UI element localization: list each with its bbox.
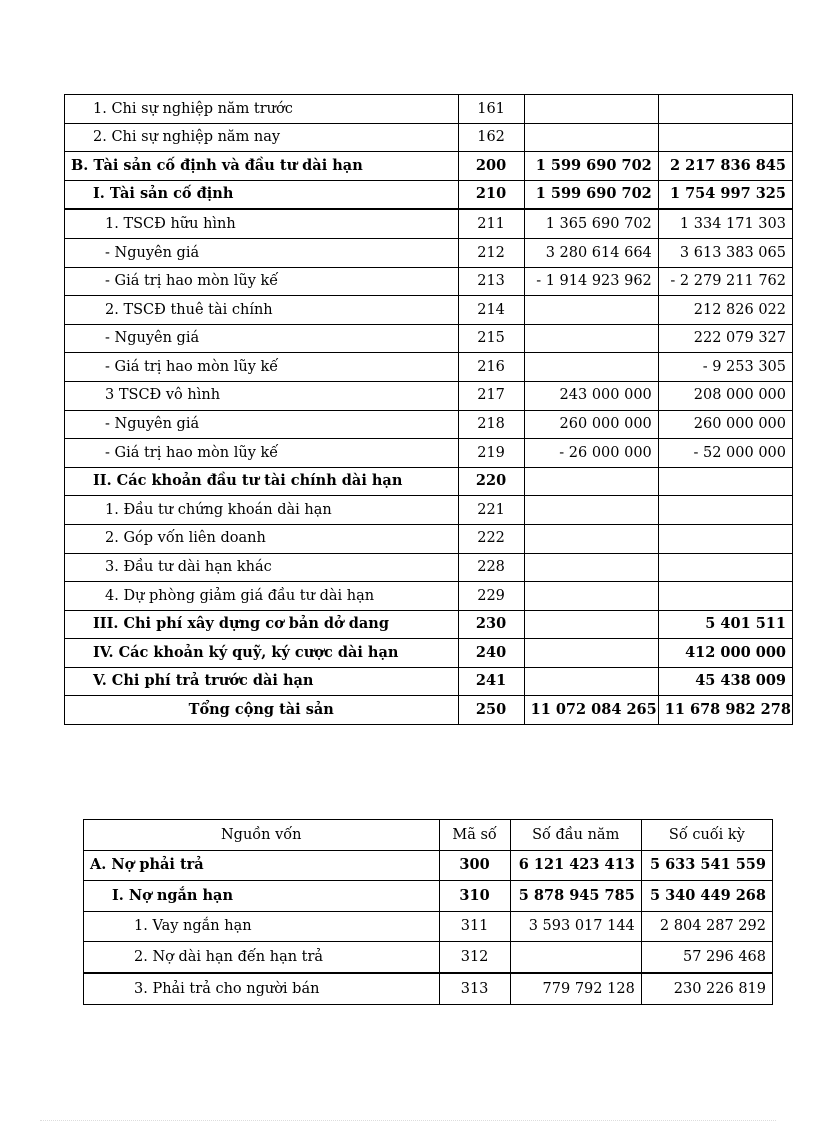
table-row bbox=[65, 296, 793, 325]
row-label: - Giá trị hao mòn lũy kế bbox=[65, 267, 459, 296]
row-start-value bbox=[524, 123, 658, 152]
row-label: 2. Góp vốn liên doanh bbox=[65, 524, 459, 553]
row-code: 214 bbox=[458, 296, 524, 325]
row-label: B. Tài sản cố định và đầu tư dài hạn bbox=[65, 152, 459, 181]
row-end-value: - 9 253 305 bbox=[658, 353, 792, 382]
row-label: 3. Phải trả cho người bán bbox=[84, 973, 440, 1004]
row-start-value bbox=[524, 639, 658, 668]
row-code: 210 bbox=[458, 180, 524, 209]
row-start-value bbox=[524, 324, 658, 353]
row-code: 162 bbox=[458, 123, 524, 152]
row-code: 215 bbox=[458, 324, 524, 353]
row-start-value: 243 000 000 bbox=[524, 381, 658, 410]
row-start-value bbox=[524, 582, 658, 611]
row-label: - Nguyên giá bbox=[65, 238, 459, 267]
table-row bbox=[65, 324, 793, 353]
row-code: 230 bbox=[458, 610, 524, 639]
row-start-value bbox=[524, 467, 658, 496]
row-label: A. Nợ phải trả bbox=[84, 850, 440, 881]
row-start-value: 260 000 000 bbox=[524, 410, 658, 439]
table-row bbox=[65, 95, 793, 124]
row-code: 240 bbox=[458, 639, 524, 668]
row-start-value bbox=[524, 95, 658, 124]
row-label: 3 TSCĐ vô hình bbox=[65, 381, 459, 410]
liabilities-table-body bbox=[84, 820, 773, 1005]
row-label: - Nguyên giá bbox=[65, 410, 459, 439]
row-code: 310 bbox=[439, 881, 510, 912]
row-end-value: 2 217 836 845 bbox=[658, 152, 792, 181]
row-label: Tổng cộng tài sản bbox=[65, 696, 459, 725]
assets-table bbox=[64, 94, 793, 725]
row-label: V. Chi phí trả trước dài hạn bbox=[65, 667, 459, 696]
row-start-value: 6 121 423 413 bbox=[510, 850, 641, 881]
row-end-value: 212 826 022 bbox=[658, 296, 792, 325]
row-label: 3. Đầu tư dài hạn khác bbox=[65, 553, 459, 582]
row-end-value: 208 000 000 bbox=[658, 381, 792, 410]
row-end-value: 222 079 327 bbox=[658, 324, 792, 353]
row-label: III. Chi phí xây dựng cơ bản dở dang bbox=[65, 610, 459, 639]
row-label: I. Tài sản cố định bbox=[65, 180, 459, 209]
table-row bbox=[65, 553, 793, 582]
row-code: 212 bbox=[458, 238, 524, 267]
row-start-value: 3 280 614 664 bbox=[524, 238, 658, 267]
row-code: 221 bbox=[458, 496, 524, 525]
row-start-value: 11 072 084 265 bbox=[524, 696, 658, 725]
row-label: - Giá trị hao mòn lũy kế bbox=[65, 353, 459, 382]
row-label: I. Nợ ngắn hạn bbox=[84, 881, 440, 912]
row-start-value: 1 365 690 702 bbox=[524, 209, 658, 238]
row-label: 1. Đầu tư chứng khoán dài hạn bbox=[65, 496, 459, 525]
row-end-value: - 2 279 211 762 bbox=[658, 267, 792, 296]
row-end-value: 260 000 000 bbox=[658, 410, 792, 439]
row-code: 216 bbox=[458, 353, 524, 382]
table-row bbox=[65, 524, 793, 553]
row-end-value: 5 633 541 559 bbox=[641, 850, 772, 881]
row-start-value: 1 599 690 702 bbox=[524, 152, 658, 181]
table-row bbox=[65, 496, 793, 525]
liabilities-header-row bbox=[84, 820, 773, 851]
row-label: - Nguyên giá bbox=[65, 324, 459, 353]
row-start-value bbox=[524, 610, 658, 639]
liabilities-table bbox=[83, 819, 773, 1005]
table-row bbox=[84, 973, 773, 1004]
row-label: 2. Nợ dài hạn đến hạn trả bbox=[84, 942, 440, 973]
row-start-value bbox=[524, 496, 658, 525]
row-start-value: - 1 914 923 962 bbox=[524, 267, 658, 296]
row-code: 229 bbox=[458, 582, 524, 611]
row-label: IV. Các khoản ký quỹ, ký cược dài hạn bbox=[65, 639, 459, 668]
table-row bbox=[65, 439, 793, 468]
row-code: 213 bbox=[458, 267, 524, 296]
header-label: Nguồn vốn bbox=[84, 820, 440, 851]
row-end-value: 412 000 000 bbox=[658, 639, 792, 668]
table-row bbox=[65, 238, 793, 267]
table-row bbox=[84, 881, 773, 912]
row-code: 222 bbox=[458, 524, 524, 553]
row-code: 220 bbox=[458, 467, 524, 496]
row-label: II. Các khoản đầu tư tài chính dài hạn bbox=[65, 467, 459, 496]
table-row bbox=[65, 209, 793, 238]
row-code: 161 bbox=[458, 95, 524, 124]
row-label: 2. TSCĐ thuê tài chính bbox=[65, 296, 459, 325]
row-code: 300 bbox=[439, 850, 510, 881]
row-start-value bbox=[524, 353, 658, 382]
row-code: 200 bbox=[458, 152, 524, 181]
table-row bbox=[84, 942, 773, 973]
row-start-value bbox=[510, 942, 641, 973]
row-start-value: 5 878 945 785 bbox=[510, 881, 641, 912]
header-start: Số đầu năm bbox=[510, 820, 641, 851]
row-code: 211 bbox=[458, 209, 524, 238]
table-row bbox=[65, 410, 793, 439]
row-end-value bbox=[658, 582, 792, 611]
row-end-value: 1 334 171 303 bbox=[658, 209, 792, 238]
row-code: 250 bbox=[458, 696, 524, 725]
row-label: 1. Chi sự nghiệp năm trước bbox=[65, 95, 459, 124]
row-start-value: - 26 000 000 bbox=[524, 439, 658, 468]
table-row bbox=[65, 180, 793, 209]
row-end-value: 57 296 468 bbox=[641, 942, 772, 973]
table-row bbox=[84, 911, 773, 942]
row-start-value bbox=[524, 296, 658, 325]
table-row bbox=[65, 610, 793, 639]
row-start-value: 1 599 690 702 bbox=[524, 180, 658, 209]
row-end-value bbox=[658, 95, 792, 124]
header-code: Mã số bbox=[439, 820, 510, 851]
table-row bbox=[65, 353, 793, 382]
table-row bbox=[65, 123, 793, 152]
row-code: 312 bbox=[439, 942, 510, 973]
table-row bbox=[65, 582, 793, 611]
row-end-value: 1 754 997 325 bbox=[658, 180, 792, 209]
row-code: 313 bbox=[439, 973, 510, 1004]
page-footer-rule bbox=[40, 1120, 776, 1121]
row-code: 219 bbox=[458, 439, 524, 468]
row-label: 2. Chi sự nghiệp năm nay bbox=[65, 123, 459, 152]
row-code: 228 bbox=[458, 553, 524, 582]
table-row bbox=[65, 696, 793, 725]
row-label: 1. Vay ngắn hạn bbox=[84, 911, 440, 942]
row-code: 218 bbox=[458, 410, 524, 439]
row-start-value bbox=[524, 667, 658, 696]
row-end-value: 230 226 819 bbox=[641, 973, 772, 1004]
assets-table-body bbox=[65, 95, 793, 725]
row-end-value bbox=[658, 496, 792, 525]
row-end-value: 2 804 287 292 bbox=[641, 911, 772, 942]
row-label: 4. Dự phòng giảm giá đầu tư dài hạn bbox=[65, 582, 459, 611]
row-code: 241 bbox=[458, 667, 524, 696]
row-end-value: - 52 000 000 bbox=[658, 439, 792, 468]
row-label: - Giá trị hao mòn lũy kế bbox=[65, 439, 459, 468]
row-end-value: 5 340 449 268 bbox=[641, 881, 772, 912]
row-start-value: 3 593 017 144 bbox=[510, 911, 641, 942]
row-end-value: 3 613 383 065 bbox=[658, 238, 792, 267]
row-code: 311 bbox=[439, 911, 510, 942]
row-end-value bbox=[658, 467, 792, 496]
row-end-value bbox=[658, 123, 792, 152]
row-end-value: 45 438 009 bbox=[658, 667, 792, 696]
row-label: 1. TSCĐ hữu hình bbox=[65, 209, 459, 238]
row-end-value bbox=[658, 524, 792, 553]
row-start-value bbox=[524, 524, 658, 553]
row-code: 217 bbox=[458, 381, 524, 410]
table-row bbox=[65, 267, 793, 296]
table-row bbox=[65, 381, 793, 410]
table-row bbox=[65, 639, 793, 668]
row-end-value: 5 401 511 bbox=[658, 610, 792, 639]
table-row bbox=[65, 467, 793, 496]
row-start-value bbox=[524, 553, 658, 582]
row-end-value bbox=[658, 553, 792, 582]
table-row bbox=[65, 667, 793, 696]
header-end: Số cuối kỳ bbox=[641, 820, 772, 851]
row-end-value: 11 678 982 278 bbox=[658, 696, 792, 725]
table-row bbox=[65, 152, 793, 181]
row-start-value: 779 792 128 bbox=[510, 973, 641, 1004]
table-row bbox=[84, 850, 773, 881]
